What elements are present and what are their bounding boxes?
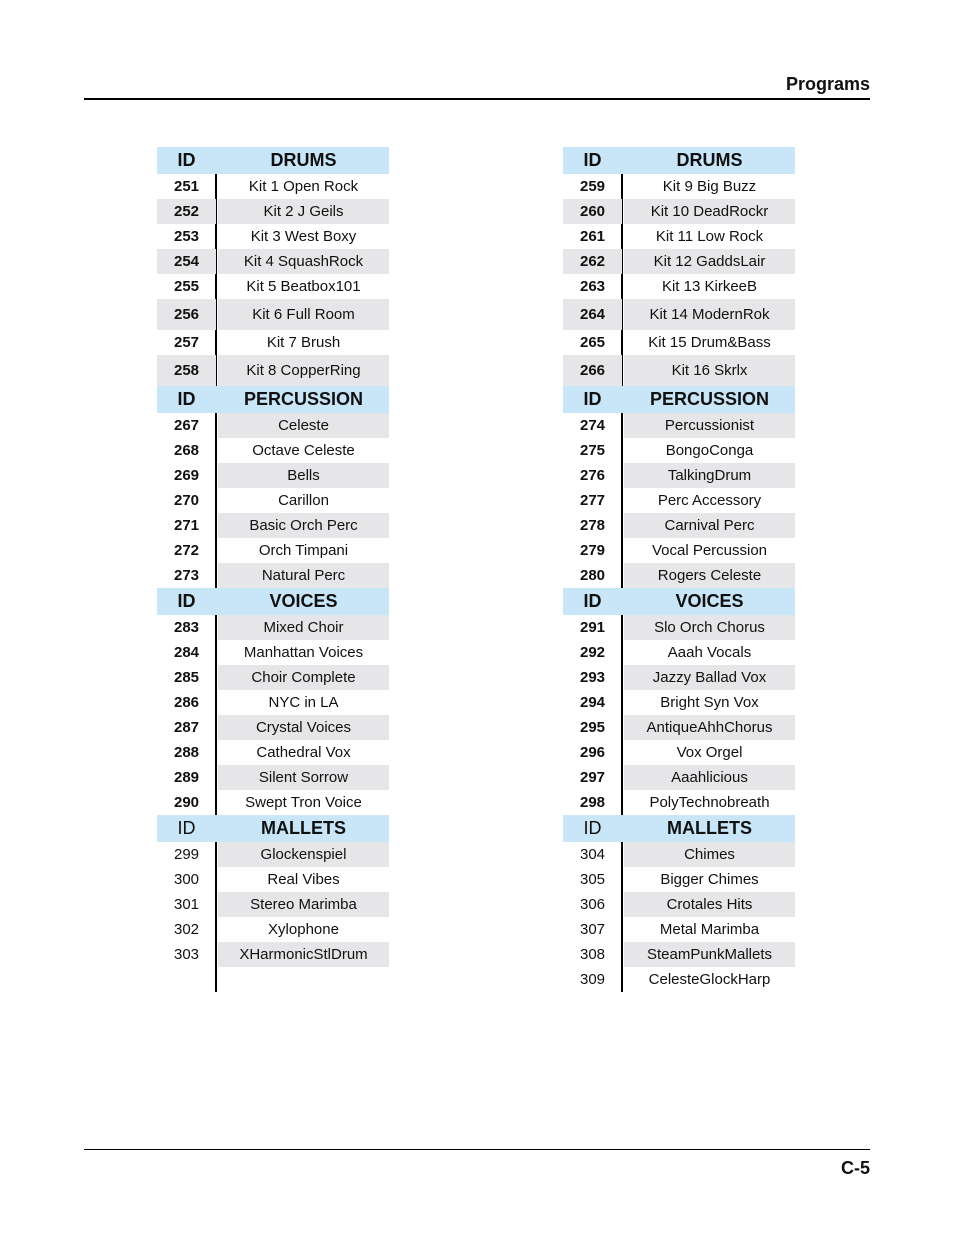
program-id: 274 [579, 417, 606, 434]
program-name: Silent Sorrow [218, 765, 389, 790]
program-row [563, 330, 795, 355]
section-mallets [157, 815, 389, 967]
program-id: 255 [173, 278, 200, 295]
section-header [157, 147, 389, 174]
program-name: Carnival Perc [624, 513, 795, 538]
program-row [563, 224, 795, 249]
section-voices [563, 588, 795, 815]
program-id: 308 [579, 946, 606, 963]
program-id: 302 [173, 921, 200, 938]
category-title: DRUMS [676, 150, 743, 170]
program-id: 309 [579, 971, 606, 988]
program-name: Stereo Marimba [218, 892, 389, 917]
program-row [157, 355, 389, 386]
program-row [563, 665, 795, 690]
page-number: C-5 [840, 1158, 870, 1178]
section-voices [157, 588, 389, 815]
program-row [157, 665, 389, 690]
program-name: Kit 9 Big Buzz [662, 178, 757, 195]
section-percussion [563, 386, 795, 588]
program-name: Xylophone [268, 921, 339, 938]
program-id: 300 [173, 871, 200, 888]
program-row [563, 790, 795, 815]
program-name: Percussionist [624, 413, 795, 438]
program-row [563, 917, 795, 942]
id-column-header: ID [583, 389, 602, 409]
program-id: 261 [579, 228, 606, 245]
id-column-header: ID [177, 818, 196, 838]
program-name: XHarmonicStlDrum [218, 942, 389, 967]
program-name: TalkingDrum [624, 463, 795, 488]
program-name: Kit 16 Skrlx [624, 355, 795, 386]
section-header [563, 147, 795, 174]
program-id: 306 [579, 896, 606, 913]
program-name: Chimes [624, 842, 795, 867]
empty-row [157, 967, 389, 992]
program-row [563, 715, 795, 740]
program-name: Natural Perc [218, 563, 389, 588]
program-table-left [157, 147, 389, 992]
program-name: Kit 12 GaddsLair [624, 249, 795, 274]
program-id: 292 [579, 644, 606, 661]
program-id: 298 [579, 794, 606, 811]
program-id: 303 [173, 946, 200, 963]
section-drums [157, 147, 389, 386]
program-name: Choir Complete [218, 665, 389, 690]
program-row [563, 463, 795, 488]
program-id: 266 [563, 355, 622, 386]
program-row [563, 174, 795, 199]
program-name: Kit 7 Brush [266, 334, 341, 351]
program-id: 273 [173, 567, 200, 584]
program-name: Perc Accessory [657, 492, 762, 509]
program-row [157, 563, 389, 588]
id-column-header: ID [177, 150, 196, 170]
program-id: 304 [579, 846, 606, 863]
id-column-header: ID [583, 818, 602, 838]
program-row [157, 299, 389, 330]
program-id: 267 [173, 417, 200, 434]
program-id: 294 [579, 694, 606, 711]
program-id: 285 [173, 669, 200, 686]
program-name: Rogers Celeste [624, 563, 795, 588]
program-id: 270 [173, 492, 200, 509]
program-row [157, 274, 389, 299]
program-id: 268 [173, 442, 200, 459]
program-id: 299 [173, 846, 200, 863]
program-id: 278 [579, 517, 606, 534]
program-row [157, 765, 389, 790]
section-header [157, 588, 389, 615]
section-percussion [157, 386, 389, 588]
program-row [157, 715, 389, 740]
program-row [157, 615, 389, 640]
program-name: Mixed Choir [218, 615, 389, 640]
program-id: 297 [579, 769, 606, 786]
program-id: 251 [173, 178, 200, 195]
program-row [157, 513, 389, 538]
program-name: Jazzy Ballad Vox [624, 665, 795, 690]
section-header [157, 815, 389, 842]
category-title: PERCUSSION [243, 389, 364, 409]
program-id: 287 [173, 719, 200, 736]
program-row [157, 740, 389, 765]
program-row [563, 967, 795, 992]
section-header [563, 815, 795, 842]
program-row [157, 224, 389, 249]
program-row [563, 867, 795, 892]
program-row [563, 249, 795, 274]
program-row [563, 513, 795, 538]
program-id: 264 [563, 299, 622, 330]
program-row [563, 274, 795, 299]
program-name: Octave Celeste [252, 442, 355, 459]
program-row [157, 488, 389, 513]
category-title: DRUMS [270, 150, 337, 170]
program-row [157, 892, 389, 917]
program-row [157, 790, 389, 815]
program-id: 296 [579, 744, 606, 761]
page-footer [84, 1149, 870, 1178]
program-row [563, 538, 795, 563]
category-title: PERCUSSION [649, 389, 770, 409]
program-row [563, 299, 795, 330]
program-row [563, 942, 795, 967]
program-row [157, 842, 389, 867]
program-name: Cathedral Vox [256, 744, 351, 761]
program-name: Bells [218, 463, 389, 488]
program-name: CelesteGlockHarp [648, 971, 771, 988]
program-name: Manhattan Voices [243, 644, 364, 661]
program-id: 275 [579, 442, 606, 459]
program-row [563, 690, 795, 715]
program-name: Vocal Percussion [651, 542, 768, 559]
program-row [563, 765, 795, 790]
program-row [563, 563, 795, 588]
program-id: 258 [157, 355, 216, 386]
program-row [157, 538, 389, 563]
section-drums [563, 147, 795, 386]
program-name: Kit 11 Low Rock [655, 228, 764, 245]
program-id: 257 [173, 334, 200, 351]
program-name: Real Vibes [267, 871, 340, 888]
program-id: 293 [579, 669, 606, 686]
program-name: Basic Orch Perc [218, 513, 389, 538]
program-id: 279 [579, 542, 606, 559]
program-name: Metal Marimba [659, 921, 760, 938]
program-id: 265 [579, 334, 606, 351]
program-id: 284 [173, 644, 200, 661]
program-id: 295 [579, 719, 606, 736]
program-id: 256 [157, 299, 216, 330]
section-header [563, 386, 795, 413]
category-title: VOICES [675, 591, 744, 611]
program-row [157, 330, 389, 355]
program-name: SteamPunkMallets [624, 942, 795, 967]
program-row [563, 438, 795, 463]
section-header [157, 386, 389, 413]
program-row [563, 740, 795, 765]
program-row [157, 199, 389, 224]
program-id: 305 [579, 871, 606, 888]
category-title: VOICES [269, 591, 338, 611]
program-id: 289 [173, 769, 200, 786]
program-name: Crotales Hits [624, 892, 795, 917]
program-name: NYC in LA [268, 694, 339, 711]
program-id: 262 [563, 249, 622, 274]
program-row [563, 488, 795, 513]
program-name: PolyTechnobreath [649, 794, 770, 811]
program-row [157, 463, 389, 488]
program-id: 290 [173, 794, 200, 811]
program-name: Crystal Voices [218, 715, 389, 740]
program-id: 263 [579, 278, 606, 295]
program-name: Kit 8 CopperRing [218, 355, 389, 386]
program-row [157, 690, 389, 715]
program-id: 301 [173, 896, 200, 913]
program-name: Kit 10 DeadRockr [624, 199, 795, 224]
program-id: 269 [173, 467, 200, 484]
program-name: Kit 4 SquashRock [218, 249, 389, 274]
program-name: Bigger Chimes [660, 871, 759, 888]
program-id: 272 [173, 542, 200, 559]
program-row [157, 249, 389, 274]
program-id: 276 [579, 467, 606, 484]
program-row [563, 892, 795, 917]
program-name: Celeste [218, 413, 389, 438]
program-id: 252 [157, 199, 216, 224]
program-name: Kit 3 West Boxy [250, 228, 357, 245]
program-id: 271 [173, 517, 200, 534]
program-id: 291 [579, 619, 606, 636]
id-column-header: ID [583, 591, 602, 611]
program-row [157, 174, 389, 199]
id-column-header: ID [583, 150, 602, 170]
page-title: Programs [785, 74, 870, 94]
program-id: 288 [173, 744, 200, 761]
program-name: Carillon [278, 492, 329, 509]
program-id: 277 [579, 492, 606, 509]
program-name: Bright Syn Vox [660, 694, 759, 711]
id-column-header: ID [177, 389, 196, 409]
program-name: Kit 6 Full Room [218, 299, 389, 330]
page-header [84, 72, 870, 100]
program-name: Swept Tron Voice [245, 794, 362, 811]
id-column-header: ID [177, 591, 196, 611]
section-header [563, 588, 795, 615]
program-row [157, 413, 389, 438]
category-title: MALLETS [261, 818, 346, 838]
program-row [157, 917, 389, 942]
program-id: 259 [579, 178, 606, 195]
category-title: MALLETS [667, 818, 752, 838]
program-name: Kit 13 KirkeeB [661, 278, 758, 295]
section-mallets [563, 815, 795, 992]
program-id: 253 [173, 228, 200, 245]
program-name: Orch Timpani [258, 542, 349, 559]
program-name: Kit 15 Drum&Bass [648, 334, 771, 351]
program-table-right [563, 147, 795, 992]
program-row [563, 842, 795, 867]
program-row [157, 942, 389, 967]
program-row [157, 640, 389, 665]
program-id: 283 [173, 619, 200, 636]
program-name: AntiqueAhhChorus [624, 715, 795, 740]
program-row [563, 199, 795, 224]
program-name: Vox Orgel [676, 744, 743, 761]
program-id: 280 [579, 567, 606, 584]
program-row [563, 615, 795, 640]
program-row [563, 640, 795, 665]
program-row [157, 867, 389, 892]
program-name: Aaahlicious [624, 765, 795, 790]
program-name: Aaah Vocals [667, 644, 752, 661]
program-name: BongoConga [665, 442, 754, 459]
program-name: Kit 5 Beatbox101 [246, 278, 361, 295]
program-name: Kit 14 ModernRok [624, 299, 795, 330]
program-id: 260 [563, 199, 622, 224]
program-name: Slo Orch Chorus [624, 615, 795, 640]
program-row [157, 438, 389, 463]
program-id: 307 [579, 921, 606, 938]
program-row [563, 413, 795, 438]
program-name: Glockenspiel [218, 842, 389, 867]
program-name: Kit 2 J Geils [218, 199, 389, 224]
program-id: 254 [157, 249, 216, 274]
program-name: Kit 1 Open Rock [248, 178, 359, 195]
program-id: 286 [173, 694, 200, 711]
program-row [563, 355, 795, 386]
